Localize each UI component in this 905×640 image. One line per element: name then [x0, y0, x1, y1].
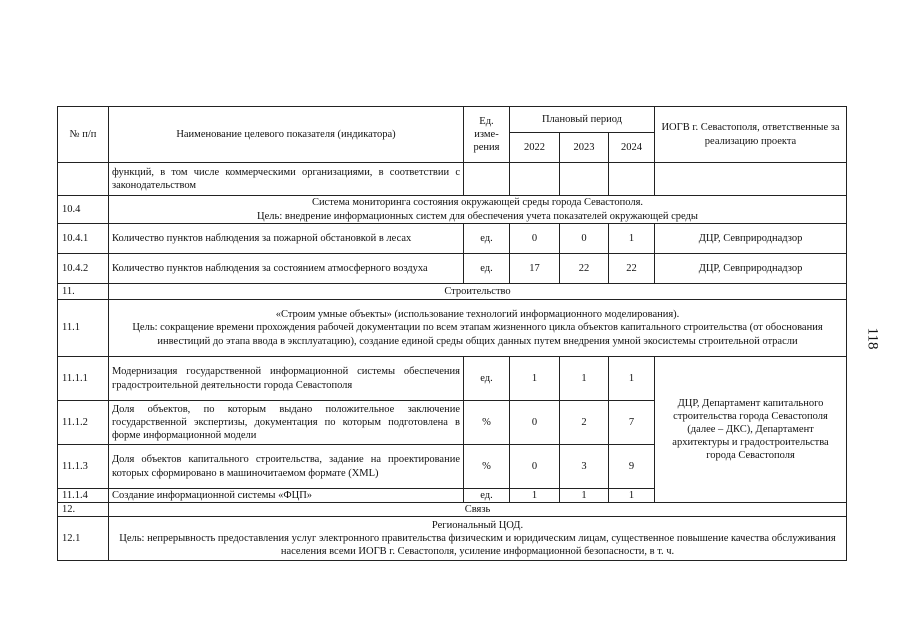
header-year-2022: 2022	[510, 133, 560, 163]
section-text	[109, 300, 847, 357]
section-title: Региональный ЦОД.	[431, 520, 524, 532]
row-value-2022: 1	[510, 489, 560, 503]
row-value-2023: 2	[560, 401, 609, 445]
row-value-2024: 7	[609, 401, 655, 445]
section-goal: Цель: сокращение времени прохождения рабочей документации по всем этапам жизненного цикла объектов капитального строительства (от обоснования инвестиций до этапа ввода в эксплуатацию), создание единой среды общих данных путем внедрения умной экосистемы строительной отрасли	[132, 322, 823, 347]
row-num: 11.1.4	[58, 489, 109, 503]
section-heading: Связь	[109, 503, 847, 517]
row-num: 11.1.2	[58, 401, 109, 445]
header-num: № п/п	[58, 107, 109, 163]
page-number: 118	[864, 327, 881, 350]
section-title: Система мониторинга состояния окружающей среды города Севастополя.	[311, 197, 644, 209]
row-num: 10.4.2	[58, 254, 109, 284]
row-num: 11.1.1	[58, 357, 109, 401]
table-row	[58, 196, 847, 224]
section-title: «Строим умные объекты» (использование технологий информационного моделирования).	[275, 309, 680, 321]
row-value-2023: 3	[560, 445, 609, 489]
table-row	[58, 300, 847, 357]
row-value-2024: 22	[609, 254, 655, 284]
row-num: 12.	[58, 503, 109, 517]
row-value-2022: 0	[510, 445, 560, 489]
row-num: 10.4	[58, 196, 109, 224]
row-num: 11.1.3	[58, 445, 109, 489]
table-row	[58, 254, 847, 284]
row-value-2023: 1	[560, 357, 609, 401]
row-value-2024: 1	[609, 489, 655, 503]
section-heading: Строительство	[109, 284, 847, 300]
row-value-2022: 0	[510, 224, 560, 254]
row-responsible: ДЦР, Департамент капитального строительства города Севастополя (далее – ДКС), Департамент архитектуры и градостроительства города Севастополя	[655, 357, 847, 503]
header-responsible: ИОГВ г. Севастополя, ответственные за реализацию проекта	[655, 107, 847, 163]
table-row	[58, 503, 847, 517]
section-text	[109, 517, 847, 561]
section-goal: Цель: непрерывность предоставления услуг электронного правительства физическим и юридическим лицам, существенное повышение качества обслуживания населения всеми ИОГВ г. Севастополя, усиление информационной безопасности, в т. ч.	[119, 533, 836, 558]
table-row	[58, 224, 847, 254]
row-name: Количество пунктов наблюдения за пожарной обстановкой в лесах	[109, 224, 464, 254]
row-value-2022: 1	[510, 357, 560, 401]
row-value-2024: 1	[609, 357, 655, 401]
row-name: Доля объектов, по которым выдано положительное заключение государственной экспертизы, документация по которым подготовлена в форме информационной модели	[109, 401, 464, 445]
row-responsible: ДЦР, Севприроднадзор	[655, 254, 847, 284]
row-value-2023: 1	[560, 489, 609, 503]
row-name: функций, в том числе коммерческими организациями, в соответствии с законодательством	[109, 163, 464, 196]
row-num: 11.	[58, 284, 109, 300]
section-goal: Цель: внедрение информационных систем для обеспечения учета показателей окружающей среды	[257, 210, 698, 222]
header-period: Плановый период	[510, 107, 655, 133]
table-row	[58, 284, 847, 300]
row-unit: ед.	[464, 357, 510, 401]
row-unit: ед.	[464, 489, 510, 503]
row-num: 10.4.1	[58, 224, 109, 254]
table-row	[58, 357, 847, 401]
header-name: Наименование целевого показателя (индикатора)	[109, 107, 464, 163]
row-value-2024: 9	[609, 445, 655, 489]
header-year-2024: 2024	[609, 133, 655, 163]
row-value-2022: 17	[510, 254, 560, 284]
row-name: Модернизация государственной информационной системы обеспечения градостроительной деятельности города Севастополя	[109, 357, 464, 401]
row-unit: %	[464, 401, 510, 445]
row-unit: ед.	[464, 224, 510, 254]
row-name: Количество пунктов наблюдения за состоянием атмосферного воздуха	[109, 254, 464, 284]
row-name: Доля объектов капитального строительства, задание на проектирование которых сформировано в машиночитаемом формате (XML)	[109, 445, 464, 489]
header-unit: Ед. изме-рения	[464, 107, 510, 163]
row-value-2024: 1	[609, 224, 655, 254]
row-unit: ед.	[464, 254, 510, 284]
row-value-2023: 0	[560, 224, 609, 254]
table-row	[58, 517, 847, 561]
row-responsible: ДЦР, Севприроднадзор	[655, 224, 847, 254]
row-value-2022: 0	[510, 401, 560, 445]
table-row	[58, 163, 847, 196]
section-text	[109, 196, 847, 224]
row-name: Создание информационной системы «ФЦП»	[109, 489, 464, 503]
row-num: 12.1	[58, 517, 109, 561]
row-unit: %	[464, 445, 510, 489]
row-value-2023: 22	[560, 254, 609, 284]
indicators-table	[57, 106, 847, 561]
header-year-2023: 2023	[560, 133, 609, 163]
row-num: 11.1	[58, 300, 109, 357]
